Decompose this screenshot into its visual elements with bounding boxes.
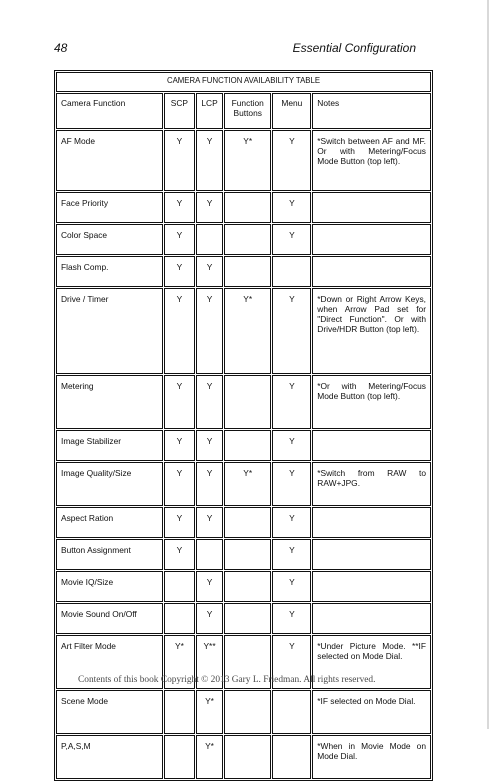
lcp-cell: Y**: [196, 635, 223, 689]
menu-cell: [272, 735, 311, 779]
camera-function-cell: Face Priority: [56, 192, 163, 223]
lcp-cell: Y*: [196, 690, 223, 734]
lcp-cell: Y: [196, 507, 223, 538]
table-row: [56, 735, 431, 779]
function-buttons-cell: [224, 735, 271, 779]
function-buttons-cell: [224, 192, 271, 223]
menu-cell: Y: [272, 375, 311, 429]
notes-cell: *When in Movie Mode on Mode Dial.: [312, 735, 431, 779]
header-function-buttons: Function Buttons: [224, 93, 271, 129]
table-row: [56, 430, 431, 461]
camera-function-cell: AF Mode: [56, 130, 163, 191]
lcp-cell: Y: [196, 256, 223, 287]
scp-cell: [164, 571, 195, 602]
menu-cell: Y: [272, 192, 311, 223]
scp-cell: Y: [164, 430, 195, 461]
table-row: [56, 192, 431, 223]
function-buttons-cell: [224, 603, 271, 634]
lcp-cell: Y: [196, 288, 223, 374]
header-notes: Notes: [312, 93, 431, 129]
notes-cell: *Switch between AF and MF. Or with Metering/Focus Mode Button (top left).: [312, 130, 431, 191]
camera-function-cell: Metering: [56, 375, 163, 429]
notes-cell: [312, 571, 431, 602]
notes-cell: [312, 603, 431, 634]
camera-function-cell: P,A,S,M: [56, 735, 163, 779]
table-row: [56, 539, 431, 570]
table-title: CAMERA FUNCTION AVAILABILITY TABLE: [56, 72, 431, 92]
scp-cell: Y: [164, 256, 195, 287]
function-buttons-cell: [224, 224, 271, 255]
function-buttons-cell: [224, 571, 271, 602]
scp-cell: Y: [164, 462, 195, 506]
scp-cell: Y: [164, 130, 195, 191]
function-buttons-cell: [224, 256, 271, 287]
camera-function-cell: Movie IQ/Size: [56, 571, 163, 602]
lcp-cell: Y: [196, 462, 223, 506]
notes-cell: *Under Picture Mode. **IF selected on Mode Dial.: [312, 635, 431, 689]
menu-cell: Y: [272, 539, 311, 570]
lcp-cell: Y: [196, 430, 223, 461]
camera-function-cell: Scene Mode: [56, 690, 163, 734]
function-buttons-cell: Y*: [224, 288, 271, 374]
function-buttons-cell: [224, 507, 271, 538]
scp-cell: Y: [164, 375, 195, 429]
scp-cell: Y: [164, 224, 195, 255]
menu-cell: [272, 256, 311, 287]
lcp-cell: Y: [196, 603, 223, 634]
table-row: [56, 288, 431, 374]
camera-function-cell: Flash Comp.: [56, 256, 163, 287]
menu-cell: Y: [272, 603, 311, 634]
function-buttons-cell: [224, 539, 271, 570]
table-row: [56, 375, 431, 429]
notes-cell: [312, 192, 431, 223]
header-lcp: LCP: [196, 93, 223, 129]
menu-cell: Y: [272, 430, 311, 461]
camera-function-cell: Movie Sound On/Off: [56, 603, 163, 634]
notes-cell: [312, 507, 431, 538]
notes-cell: *Or with Metering/Focus Mode Button (top left).: [312, 375, 431, 429]
notes-cell: [312, 256, 431, 287]
notes-cell: [312, 224, 431, 255]
page-number: 48: [54, 41, 68, 55]
table-row: [56, 130, 431, 191]
lcp-cell: Y: [196, 571, 223, 602]
function-buttons-cell: [224, 430, 271, 461]
table-row: [56, 507, 431, 538]
scp-cell: [164, 690, 195, 734]
lcp-cell: [196, 539, 223, 570]
lcp-cell: Y*: [196, 735, 223, 779]
notes-cell: *Switch from RAW to RAW+JPG.: [312, 462, 431, 506]
menu-cell: [272, 690, 311, 734]
table-row: [56, 224, 431, 255]
notes-cell: [312, 430, 431, 461]
table-header-row: [56, 93, 431, 129]
function-buttons-cell: [224, 690, 271, 734]
lcp-cell: [196, 224, 223, 255]
menu-cell: Y: [272, 288, 311, 374]
function-buttons-cell: [224, 375, 271, 429]
lcp-cell: Y: [196, 130, 223, 191]
camera-function-cell: Button Assignment: [56, 539, 163, 570]
table-row: [56, 571, 431, 602]
menu-cell: Y: [272, 571, 311, 602]
table-row: [56, 462, 431, 506]
function-buttons-cell: Y*: [224, 130, 271, 191]
section-title: Essential Configuration: [292, 41, 416, 55]
camera-function-cell: Aspect Ration: [56, 507, 163, 538]
scp-cell: Y: [164, 288, 195, 374]
lcp-cell: Y: [196, 192, 223, 223]
header-scp: SCP: [164, 93, 195, 129]
scp-cell: Y: [164, 507, 195, 538]
copyright-footer: Contents of this book Copyright © 2013 Gary L. Friedman. All rights reserved.: [78, 675, 376, 685]
notes-cell: [312, 539, 431, 570]
menu-cell: Y: [272, 224, 311, 255]
camera-function-cell: Color Space: [56, 224, 163, 255]
scp-cell: Y: [164, 539, 195, 570]
scp-cell: [164, 735, 195, 779]
menu-cell: Y: [272, 462, 311, 506]
menu-cell: Y: [272, 130, 311, 191]
function-buttons-cell: Y*: [224, 462, 271, 506]
camera-function-cell: Drive / Timer: [56, 288, 163, 374]
menu-cell: Y: [272, 507, 311, 538]
table-row: [56, 603, 431, 634]
scp-cell: [164, 603, 195, 634]
scp-cell: Y: [164, 192, 195, 223]
camera-function-cell: Image Quality/Size: [56, 462, 163, 506]
notes-cell: *IF selected on Mode Dial.: [312, 690, 431, 734]
header-menu: Menu: [272, 93, 311, 129]
camera-function-cell: Art Filter Mode: [56, 635, 163, 689]
table-row: [56, 256, 431, 287]
camera-function-cell: Image Stabilizer: [56, 430, 163, 461]
header-camera-function: Camera Function: [56, 93, 163, 129]
table-row: [56, 690, 431, 734]
scp-cell: Y*: [164, 635, 195, 689]
lcp-cell: Y: [196, 375, 223, 429]
menu-cell: Y: [272, 635, 311, 689]
notes-cell: *Down or Right Arrow Keys, when Arrow Pad set for "Direct Function". Or with Drive/HDR Button (top left).: [312, 288, 431, 374]
